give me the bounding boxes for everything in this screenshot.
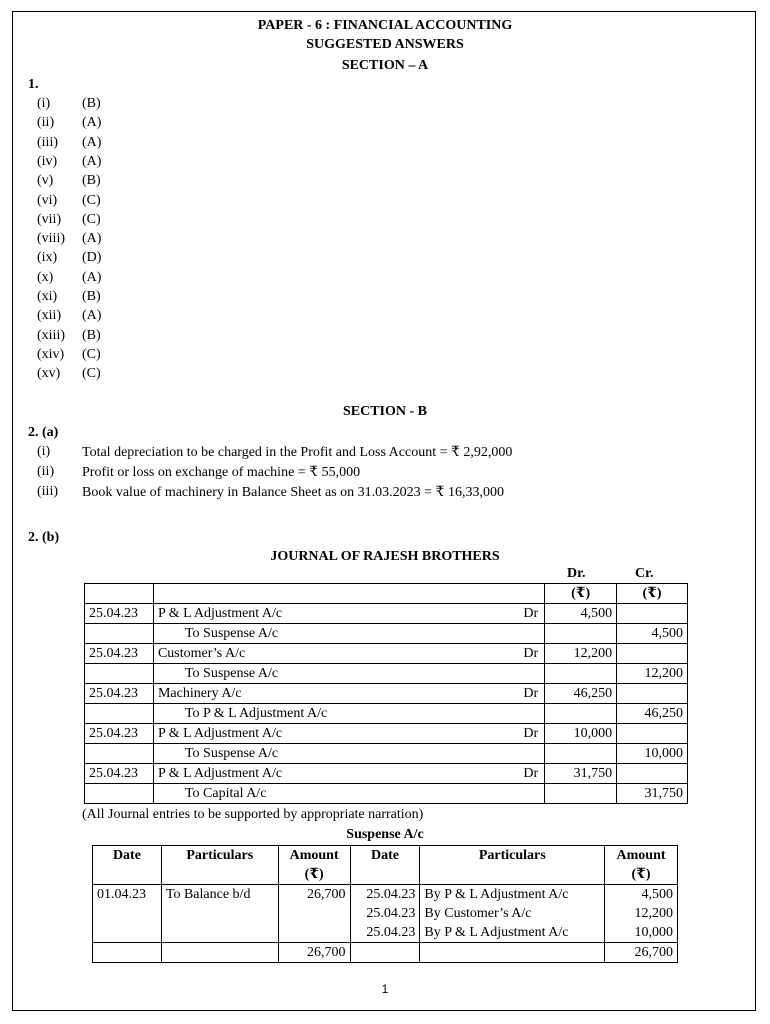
answer-number: (iii) <box>37 134 58 150</box>
page-number: 1 <box>381 982 389 996</box>
paper-subtitle: SUGGESTED ANSWERS <box>306 37 464 52</box>
suspense-left-particulars: To Balance b/d <box>161 885 278 905</box>
debit-account: P & L Adjustment A/c <box>157 606 283 621</box>
suspense-right-particulars: By P & L Adjustment A/c <box>420 885 605 905</box>
answer-choice: (C) <box>82 192 101 208</box>
journal-credit-row <box>85 704 688 724</box>
journal-date: 25.04.23 <box>85 644 154 664</box>
question-2b-label: 2. (b) <box>28 530 60 545</box>
answer-choice: (A) <box>82 231 102 247</box>
answer-choice: (B) <box>82 96 101 111</box>
suspense-right-amount: 12,200 <box>605 904 678 923</box>
credit-amount: 46,250 <box>617 704 688 724</box>
answer-number: (viii) <box>37 231 65 247</box>
answer-choice: (D) <box>82 250 102 266</box>
debit-amount: 10,000 <box>545 724 617 744</box>
answer-number: (vi) <box>37 192 58 208</box>
cr-column-label: Cr. <box>635 566 654 581</box>
suspense-left-date: 01.04.23 <box>93 885 162 905</box>
journal-date: 25.04.23 <box>85 604 154 624</box>
dr-marker: Dr <box>523 726 539 741</box>
debit-account: Customer’s A/c <box>157 646 246 661</box>
answer-choice: (A) <box>82 269 102 285</box>
debit-amount: 46,250 <box>545 684 617 704</box>
journal-credit-particulars: To Suspense A/c <box>153 664 544 684</box>
journal-credit-row <box>85 624 688 644</box>
journal-header-row <box>85 584 688 604</box>
credit-amount: 31,750 <box>617 784 688 804</box>
journal-credit-row <box>85 744 688 764</box>
answer-number: (xiv) <box>37 346 65 362</box>
answer-number: (ix) <box>37 250 58 266</box>
answer-number: (i) <box>37 96 51 111</box>
q2a-item-num: (i) <box>37 444 51 459</box>
suspense-right-total: 26,700 <box>605 943 678 963</box>
answer-choice: (B) <box>82 173 101 189</box>
suspense-date-header: Date <box>350 846 420 866</box>
question-2a-label: 2. (a) <box>28 425 59 440</box>
answer-choice: (C) <box>82 366 101 382</box>
debit-amount: 4,500 <box>545 604 617 624</box>
answer-choice: (A) <box>82 153 102 169</box>
answer-choice: (C) <box>82 211 101 227</box>
answer-choice: (A) <box>82 308 102 324</box>
suspense-right-date: 25.04.23 <box>350 885 420 905</box>
dr-marker: Dr <box>523 686 539 701</box>
credit-amount: 4,500 <box>617 624 688 644</box>
journal-title: JOURNAL OF RAJESH BROTHERS <box>270 549 500 564</box>
debit-account: P & L Adjustment A/c <box>157 766 283 781</box>
suspense-right-amount: 4,500 <box>605 885 678 905</box>
q2a-item-num: (ii) <box>37 464 55 479</box>
suspense-right-particulars: By Customer’s A/c <box>420 904 605 923</box>
answer-number: (xv) <box>37 366 61 382</box>
journal-date: 25.04.23 <box>85 684 154 704</box>
suspense-amount-header: Amount <box>605 846 678 866</box>
paper-title: PAPER - 6 : FINANCIAL ACCOUNTING <box>257 18 513 33</box>
journal-debit-row <box>85 724 688 744</box>
dr-marker: Dr <box>523 646 539 661</box>
suspense-account-table <box>92 845 678 963</box>
journal-debit-particulars <box>153 604 544 624</box>
journal-debit-particulars <box>153 724 544 744</box>
q2a-item-text: Total depreciation to be charged in the Profit and Loss Account = ₹ 2,92,000 <box>82 445 513 460</box>
suspense-right-particulars: By P & L Adjustment A/c <box>420 923 605 943</box>
suspense-left-total: 26,700 <box>278 943 350 963</box>
cr-rupee-header: (₹) <box>617 584 688 604</box>
answer-choice: (B) <box>82 289 101 304</box>
suspense-particulars-header: Particulars <box>161 846 278 866</box>
q2a-item-text: Book value of machinery in Balance Sheet as on 31.03.2023 = ₹ 16,33,000 <box>82 485 504 500</box>
answer-number: (ii) <box>37 115 55 131</box>
answer-number: (xii) <box>37 308 62 324</box>
answer-choice: (C) <box>82 346 101 362</box>
journal-credit-particulars: To Suspense A/c <box>153 624 544 644</box>
journal-date: 25.04.23 <box>85 764 154 784</box>
rupee-symbol: (₹) <box>278 865 350 885</box>
journal-debit-row <box>85 764 688 784</box>
dr-column-label: Dr. <box>567 566 586 581</box>
answer-number: (xi) <box>37 289 58 304</box>
journal-note: (All Journal entries to be supported by appropriate narration) <box>82 807 424 822</box>
journal-table <box>84 583 688 804</box>
dr-marker: Dr <box>523 606 539 621</box>
debit-account: Machinery A/c <box>157 686 242 701</box>
credit-amount: 12,200 <box>617 664 688 684</box>
suspense-right-date: 25.04.23 <box>350 923 420 943</box>
q2a-item-text: Profit or loss on exchange of machine = ₹ 55,000 <box>82 465 361 480</box>
q2a-item-num: (iii) <box>37 484 58 499</box>
journal-credit-row <box>85 664 688 684</box>
answer-choice: (B) <box>82 327 101 343</box>
dr-rupee-header: (₹) <box>545 584 617 604</box>
debit-account: P & L Adjustment A/c <box>157 726 283 741</box>
dr-marker: Dr <box>523 766 539 781</box>
question-1-label: 1. <box>28 77 39 92</box>
section-a-heading: SECTION – A <box>341 58 429 73</box>
answer-number: (iv) <box>37 153 58 169</box>
answer-choice: (A) <box>82 134 102 150</box>
debit-amount: 12,200 <box>545 644 617 664</box>
journal-credit-particulars: To P & L Adjustment A/c <box>153 704 544 724</box>
journal-debit-row <box>85 644 688 664</box>
section-b-heading: SECTION - B <box>342 404 428 419</box>
suspense-right-date: 25.04.23 <box>350 904 420 923</box>
credit-amount: 10,000 <box>617 744 688 764</box>
suspense-right-amount: 10,000 <box>605 923 678 943</box>
journal-date: 25.04.23 <box>85 724 154 744</box>
suspense-date-header: Date <box>93 846 162 866</box>
answer-number: (v) <box>37 173 54 189</box>
journal-debit-row <box>85 684 688 704</box>
journal-debit-particulars <box>153 644 544 664</box>
debit-amount: 31,750 <box>545 764 617 784</box>
journal-debit-row <box>85 604 688 624</box>
journal-debit-particulars <box>153 684 544 704</box>
rupee-symbol: (₹) <box>605 865 678 885</box>
journal-credit-particulars: To Capital A/c <box>153 784 544 804</box>
journal-debit-particulars <box>153 764 544 784</box>
answer-number: (vii) <box>37 211 62 227</box>
suspense-left-amount: 26,700 <box>278 885 350 905</box>
journal-credit-particulars: To Suspense A/c <box>153 744 544 764</box>
answer-choice: (A) <box>82 115 102 131</box>
suspense-particulars-header: Particulars <box>420 846 605 866</box>
journal-credit-row <box>85 784 688 804</box>
suspense-amount-header: Amount <box>278 846 350 866</box>
suspense-title: Suspense A/c <box>346 827 424 842</box>
answer-number: (xiii) <box>37 327 65 343</box>
answer-number: (x) <box>37 269 54 285</box>
